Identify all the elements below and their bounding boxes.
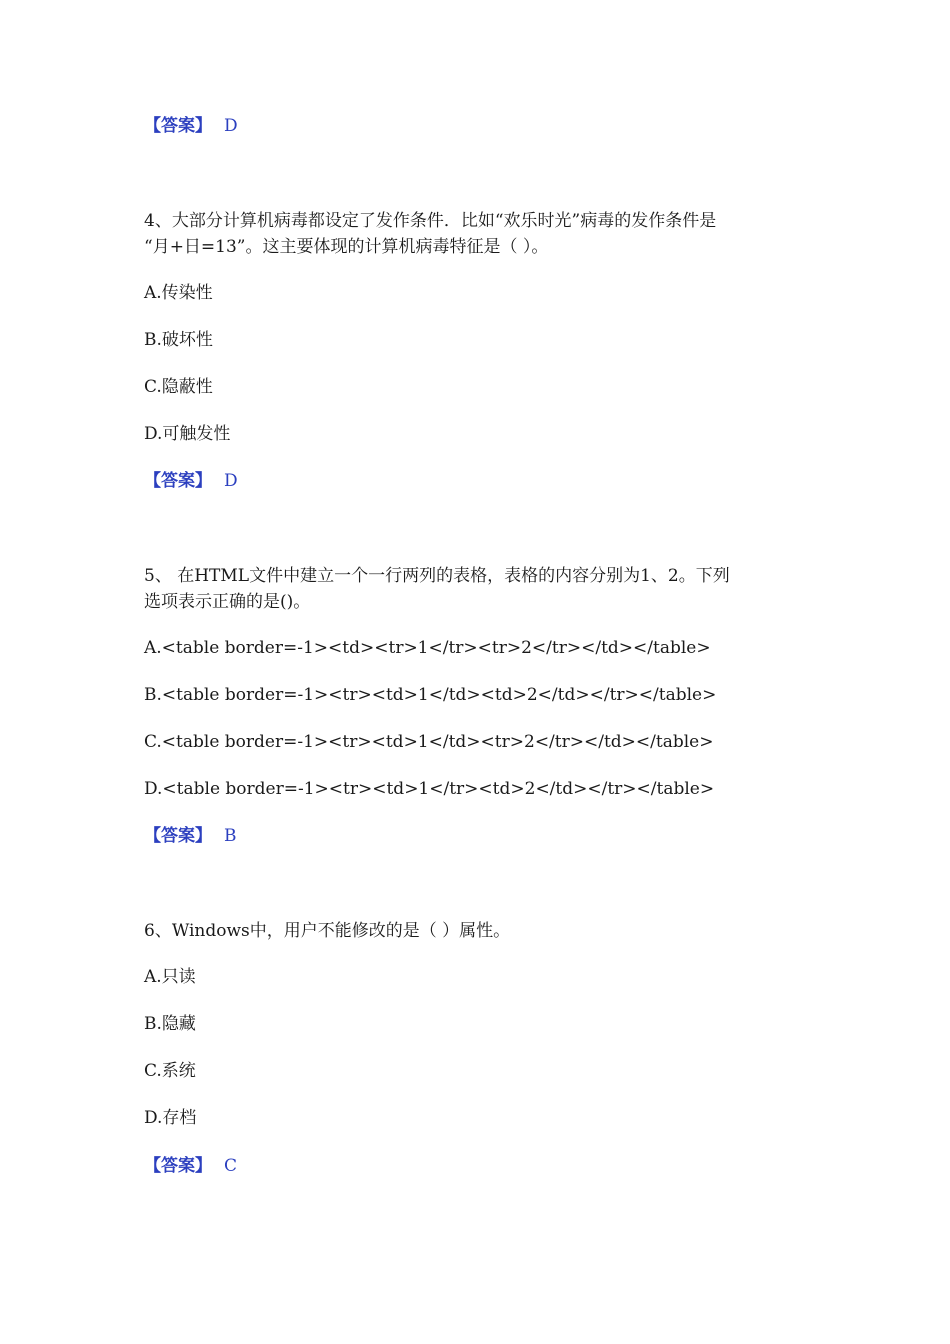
answer-label: 【答案】: [144, 826, 212, 846]
answer-value: C: [224, 1156, 238, 1176]
question-5-option-a: A.<table border=-1><td><tr>1</tr><tr>2</tr></td></table>: [144, 638, 711, 658]
question-5-stem-line-1: 5、 在HTML文件中建立一个一行两列的表格，表格的内容分别为1、2。下列: [144, 566, 730, 586]
answer-q5: [144, 825, 237, 847]
question-4-option-d: D.可触发性: [144, 424, 231, 444]
answer-label: 【答案】: [144, 116, 212, 136]
question-6-stem-line-1: 6、Windows中，用户不能修改的是（ ）属性。: [144, 921, 511, 941]
question-5-option-b: B.<table border=-1><tr><td>1</td><td>2</td></tr></table>: [144, 685, 717, 705]
question-5-stem-line-2: 选项表示正确的是()。: [144, 592, 311, 612]
question-4-stem-line-2: “月+日=13”。这主要体现的计算机病毒特征是（ ）。: [144, 237, 549, 257]
answer-label: 【答案】: [144, 1156, 212, 1176]
question-6-option-b: B.隐藏: [144, 1014, 196, 1034]
question-4-option-c: C.隐蔽性: [144, 377, 213, 397]
answer-q6: [144, 1155, 237, 1177]
answer-value: D: [224, 116, 238, 136]
question-6-option-d: D.存档: [144, 1108, 197, 1128]
answer-label: 【答案】: [144, 471, 212, 491]
question-6-option-c: C.系统: [144, 1061, 196, 1081]
question-6-option-a: A.只读: [144, 967, 196, 987]
question-5-option-d: D.<table border=-1><tr><td>1</tr><td>2</td></tr></table>: [144, 779, 715, 799]
answer-q3: [144, 115, 238, 137]
question-4-option-b: B.破坏性: [144, 330, 213, 350]
question-4-stem-line-1: 4、大部分计算机病毒都设定了发作条件．比如“欢乐时光”病毒的发作条件是: [144, 211, 717, 231]
answer-value: D: [224, 471, 238, 491]
answer-q4: [144, 470, 238, 492]
question-4-option-a: A.传染性: [144, 283, 213, 303]
answer-value: B: [224, 826, 237, 846]
question-5-option-c: C.<table border=-1><tr><td>1</td><tr>2</tr></td></table>: [144, 732, 714, 752]
